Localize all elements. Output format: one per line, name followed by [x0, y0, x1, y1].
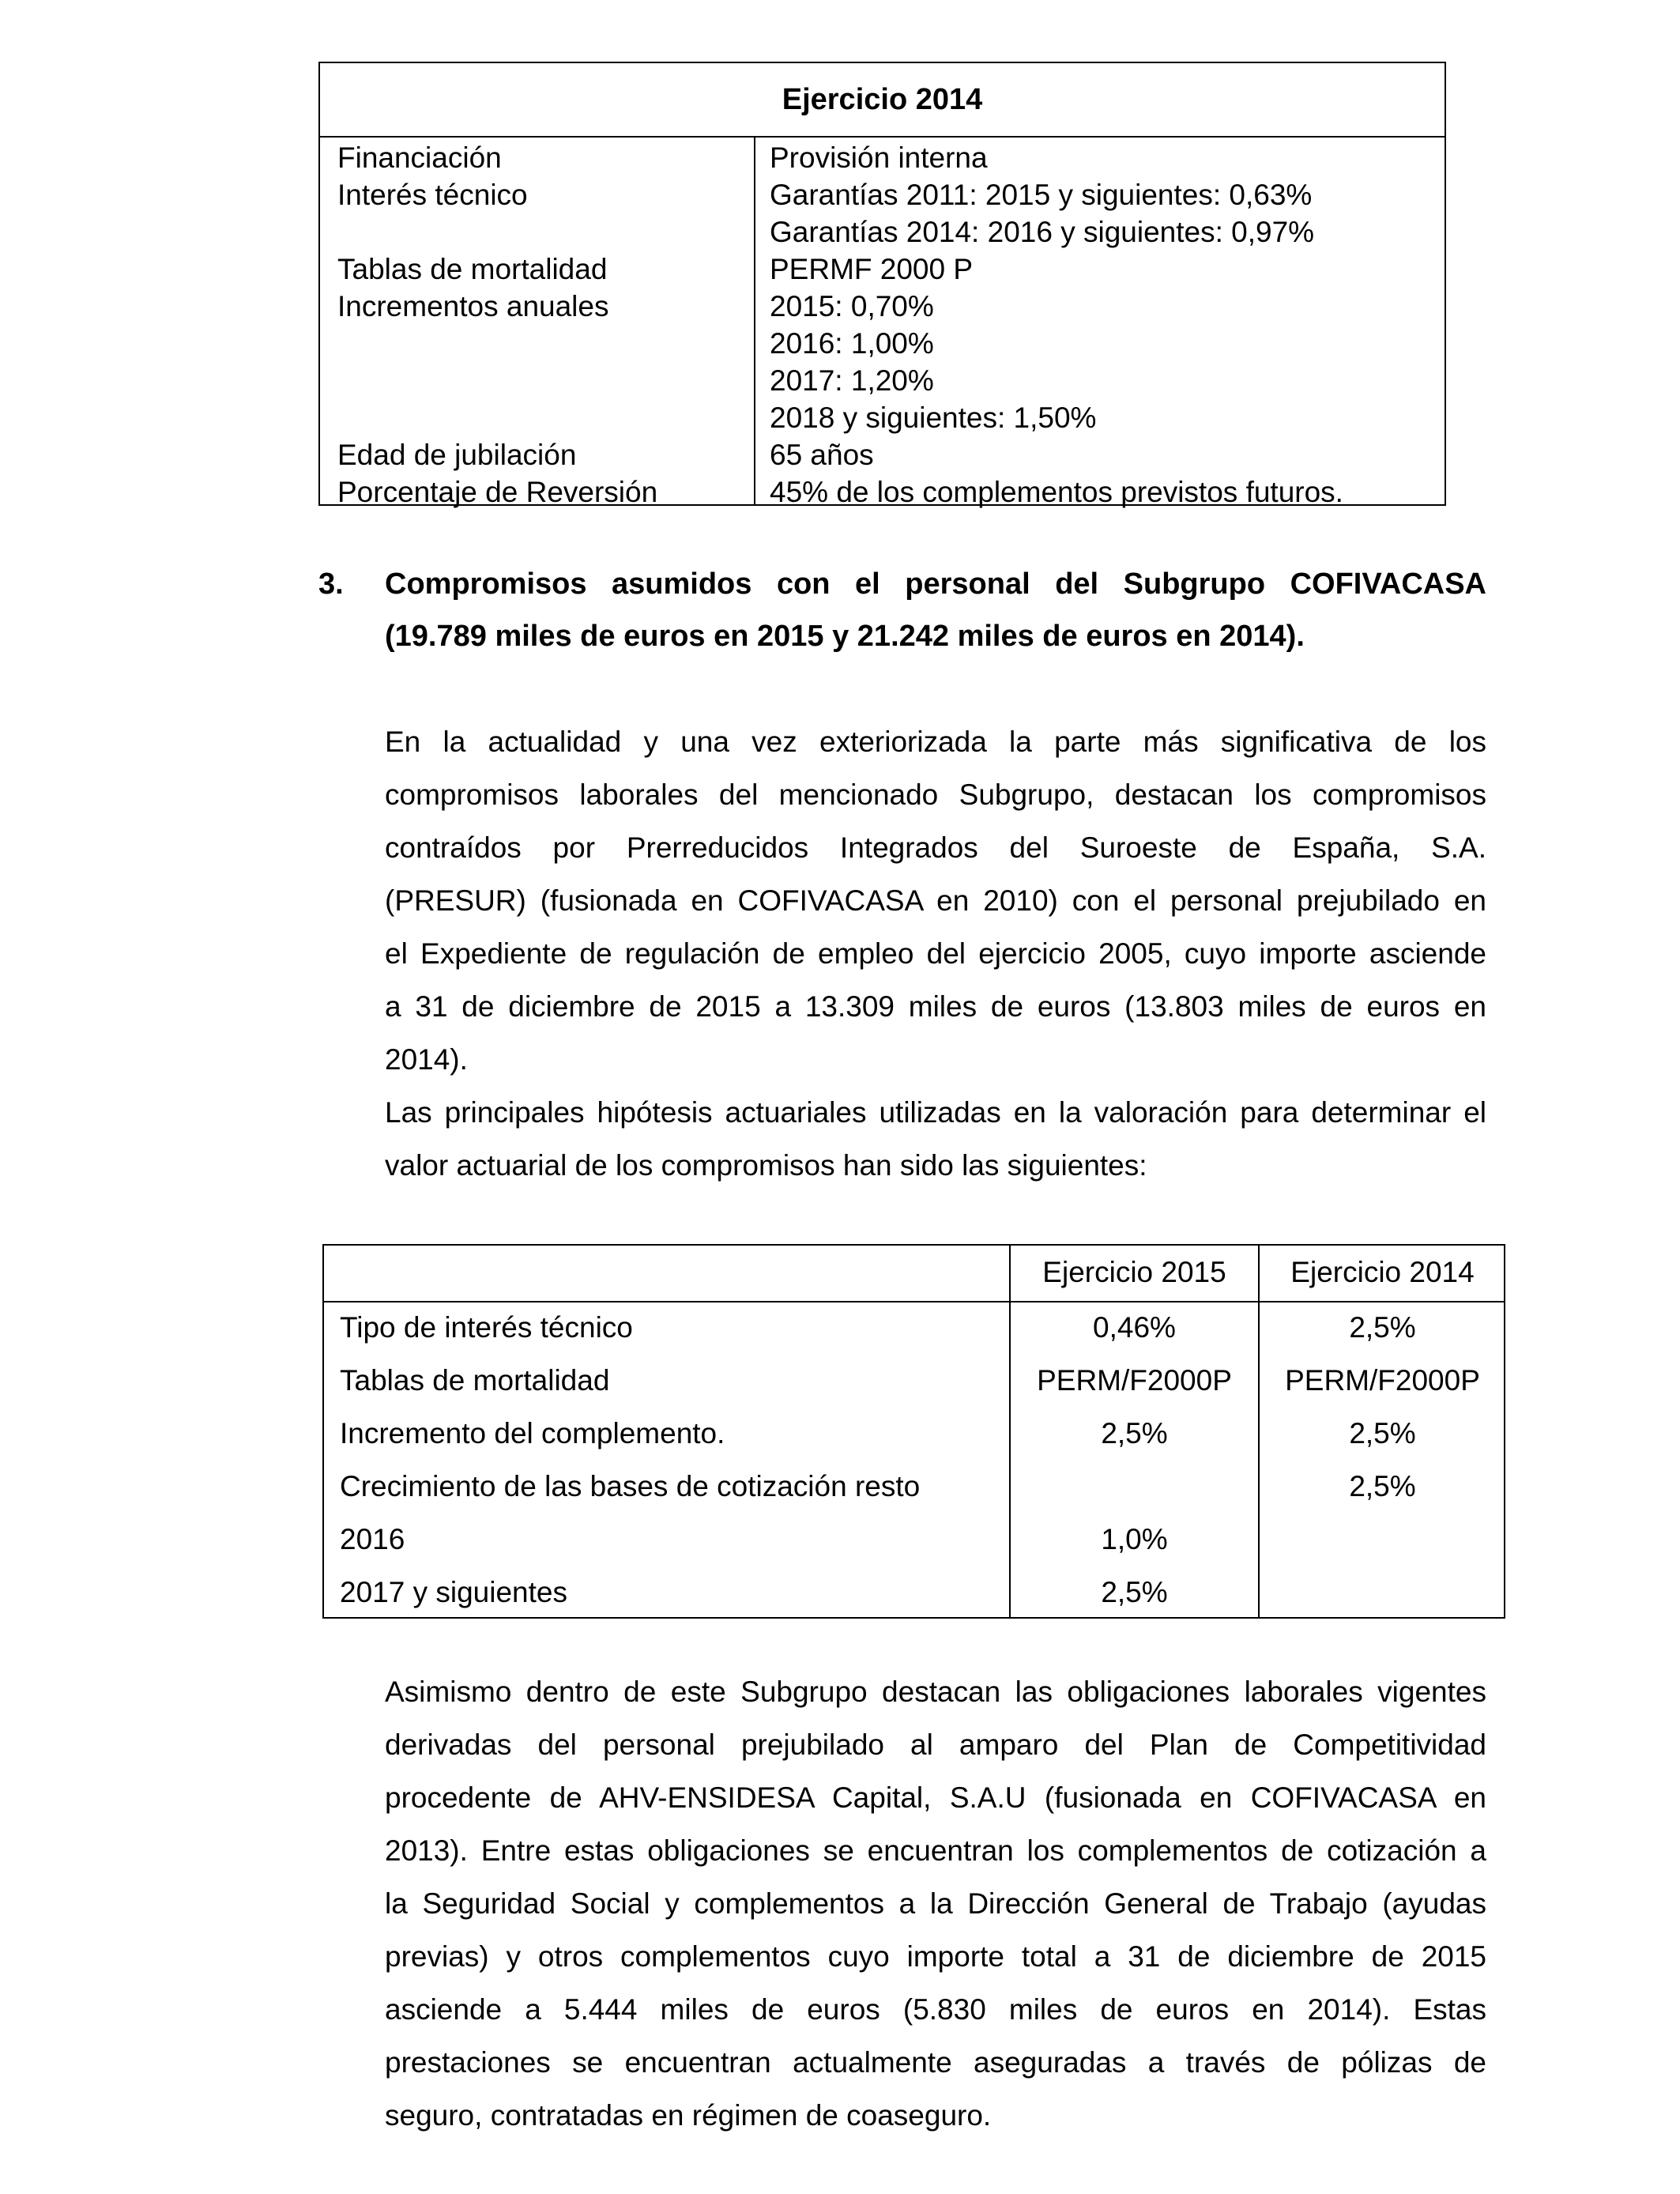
cell-2014: 2,5%: [1349, 1470, 1416, 1502]
cell-2015: 0,46%: [1093, 1311, 1176, 1344]
paragraph-line: prestaciones se encuentran actualmente aseguradas a través de pólizas de: [385, 2046, 1486, 2079]
table-value: 2016: 1,00%: [770, 327, 934, 360]
paragraph-line: 2013). Entre estas obligaciones se encuentran los complementos de cotización a: [385, 1834, 1486, 1867]
table-value: Provisión interna: [770, 141, 988, 174]
row-label: Tablas de mortalidad: [340, 1364, 610, 1397]
row-label: Crecimiento de las bases de cotización resto: [340, 1470, 921, 1502]
paragraph-line: contraídos por Prerreducidos Integrados del Suroeste de España, S.A.: [385, 831, 1486, 864]
table-value: 2015: 0,70%: [770, 290, 934, 322]
section-title-line: (19.789 miles de euros en 2015 y 21.242 miles de euros en 2014).: [385, 620, 1305, 653]
paragraph-line: la Seguridad Social y complementos a la Dirección General de Trabajo (ayudas: [385, 1887, 1486, 1920]
table-label: Financiación: [337, 141, 502, 174]
table-label: [337, 362, 657, 399]
table-label: Porcentaje de Reversión: [337, 476, 658, 508]
table-label: Edad de jubilación: [337, 439, 577, 471]
paragraph-line: Las principales hipótesis actuariales utilizadas en la valoración para determinar el: [385, 1096, 1486, 1129]
table-actuarial-hypotheses: [322, 1244, 1505, 1619]
row-label: 2017 y siguientes: [340, 1576, 567, 1608]
paragraph-ahv-ensidesa: [385, 1665, 1486, 2142]
paragraph-line: previas) y otros complementos cuyo importe total a 31 de diciembre de 2015: [385, 1940, 1486, 1973]
paragraph-line: seguro, contratadas en régimen de coaseguro.: [385, 2099, 992, 2132]
table-value: Garantías 2014: 2016 y siguientes: 0,97%: [770, 216, 1315, 248]
table-value: PERMF 2000 P: [770, 253, 974, 285]
column-header: Ejercicio 2014: [1290, 1256, 1475, 1288]
paragraph-line: En la actualidad y una vez exteriorizada la parte más significativa de los: [385, 726, 1486, 758]
paragraph-line: el Expediente de regulación de empleo del ejercicio 2005, cuyo importe asciende: [385, 937, 1486, 970]
section-title-line: Compromisos asumidos con el personal del Subgrupo COFIVACASA: [385, 567, 1486, 601]
table-values-column: [770, 139, 1343, 511]
cell-2015: 2,5%: [1101, 1417, 1168, 1449]
paragraph-line: asciende a 5.444 miles de euros (5.830 miles de euros en 2014). Estas: [385, 1993, 1486, 2026]
table-label: [337, 325, 657, 362]
table-value: 65 años: [770, 439, 874, 471]
paragraph-line: a 31 de diciembre de 2015 a 13.309 miles de euros (13.803 miles de euros en: [385, 990, 1486, 1023]
row-label: 2016: [340, 1523, 405, 1555]
paragraph-line: procedente de AHV-ENSIDESA Capital, S.A.U (fusionada en COFIVACASA en: [385, 1781, 1486, 1814]
cell-2014: [1260, 1566, 1505, 1619]
table-label: Interés técnico: [337, 179, 528, 211]
section-title: [385, 558, 1486, 662]
paragraph-line: derivadas del personal prejubilado al amparo del Plan de Competitividad: [385, 1728, 1486, 1761]
cell-2014: 2,5%: [1349, 1417, 1416, 1449]
paragraph-line: compromisos laborales del mencionado Subgrupo, destacan los compromisos: [385, 778, 1486, 811]
row-label: Tipo de interés técnico: [340, 1311, 633, 1344]
paragraph-presur: [385, 715, 1486, 1192]
paragraph-line: Asimismo dentro de este Subgrupo destacan las obligaciones laborales vigentes: [385, 1676, 1486, 1708]
cell-2015: PERM/F2000P: [1037, 1364, 1232, 1397]
table-labels-column: [337, 139, 657, 511]
cell-2014: PERM/F2000P: [1285, 1364, 1480, 1397]
column-divider: [754, 138, 755, 504]
table-value: Garantías 2011: 2015 y siguientes: 0,63%: [770, 179, 1313, 211]
table-value: 45% de los complementos previstos futuros.: [770, 476, 1343, 508]
table-label: [337, 399, 657, 436]
cell-2014: 2,5%: [1349, 1311, 1416, 1344]
paragraph-line: 2014).: [385, 1043, 468, 1076]
cell-2015: [1011, 1460, 1258, 1513]
cell-2015: 2,5%: [1101, 1576, 1168, 1608]
row-label: Incremento del complemento.: [340, 1417, 725, 1449]
table-header: Ejercicio 2014: [320, 63, 1445, 138]
cell-2015: 1,0%: [1101, 1523, 1168, 1555]
section-number: 3.: [318, 567, 344, 601]
table-ejercicio-2014: [318, 62, 1446, 506]
table-label: Incrementos anuales: [337, 290, 609, 322]
table-value: 2018 y siguientes: 1,50%: [770, 401, 1097, 434]
paragraph-line: valor actuarial de los compromisos han sido las siguientes:: [385, 1149, 1147, 1182]
table-value: 2017: 1,20%: [770, 364, 934, 397]
table-label: [337, 213, 657, 251]
table-label: Tablas de mortalidad: [337, 253, 608, 285]
cell-2014: [1260, 1513, 1505, 1566]
column-header: Ejercicio 2015: [1042, 1256, 1226, 1288]
paragraph-line: (PRESUR) (fusionada en COFIVACASA en 2010) con el personal prejubilado en: [385, 884, 1486, 917]
